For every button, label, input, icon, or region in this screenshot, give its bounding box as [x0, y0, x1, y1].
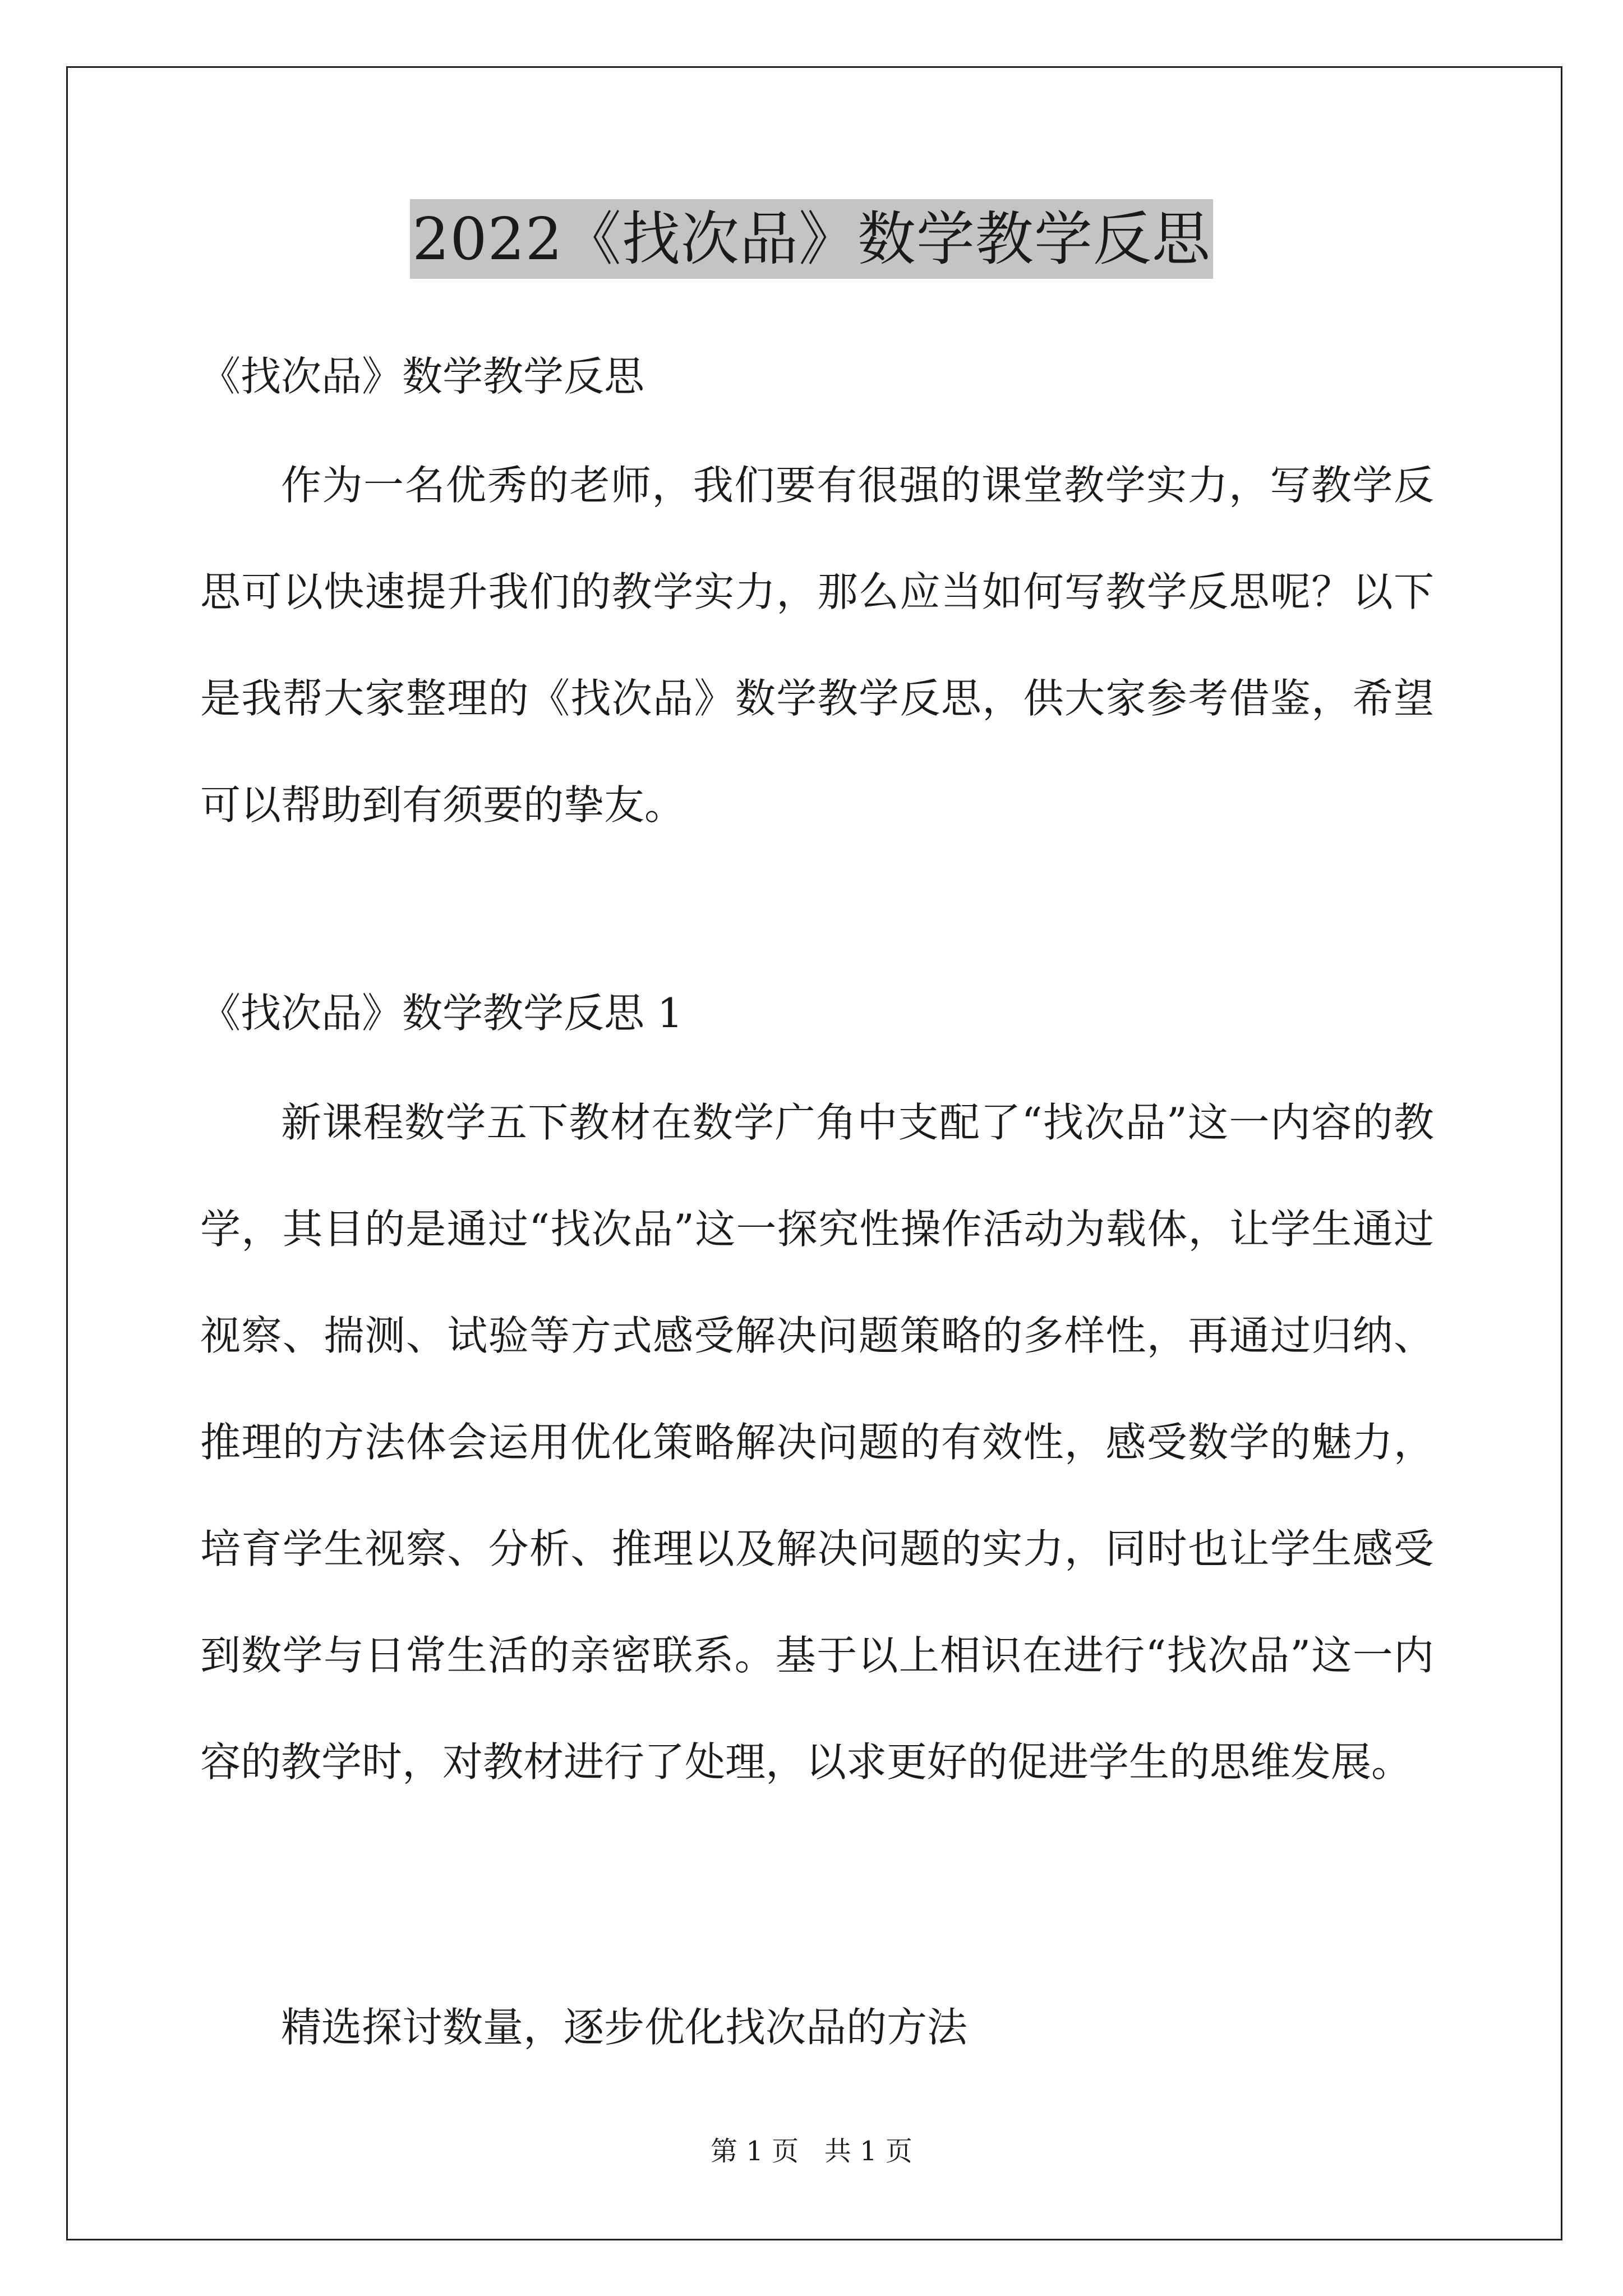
section-1-heading: 《找次品》数学教学反思 1 [200, 990, 683, 1037]
document-title: 2022《找次品》数学教学反思 [410, 199, 1213, 279]
section-subheading: 精选探讨数量，逐步优化找次品的方法 [281, 2004, 968, 2051]
section-1-paragraph: 新课程数学五下教材在数学广角中支配了“找次品”这一内容的教学，其目的是通过“找次品”这一探究性操作活动为载体，让学生通过视察、揣测、试验等方式感受解决问题策略的多样性，再通过归纳、推理的方法体会运用优化策略解决问题的有效性，感受数学的魅力，培育学生视察、分析、推理以及解决问题的实力，同时也让学生感受到数学与日常生活的亲密联系。基于以上相识在进行“找次品”这一内容的教学时，对教材进行了处理，以求更好的促进学生的思维发展。 [200, 1099, 1434, 1786]
title-container [0, 199, 1623, 279]
intro-heading: 《找次品》数学教学反思 [200, 353, 645, 400]
intro-paragraph: 作为一名优秀的老师，我们要有很强的课堂教学实力，写教学反思可以快速提升我们的教学实力，那么应当如何写教学反思呢？以下是我帮大家整理的《找次品》数学教学反思，供大家参考借鉴，希望可以帮助到有须要的挚友。 [200, 462, 1434, 829]
page-footer: 第 1 页 共 1 页 [711, 2136, 912, 2167]
